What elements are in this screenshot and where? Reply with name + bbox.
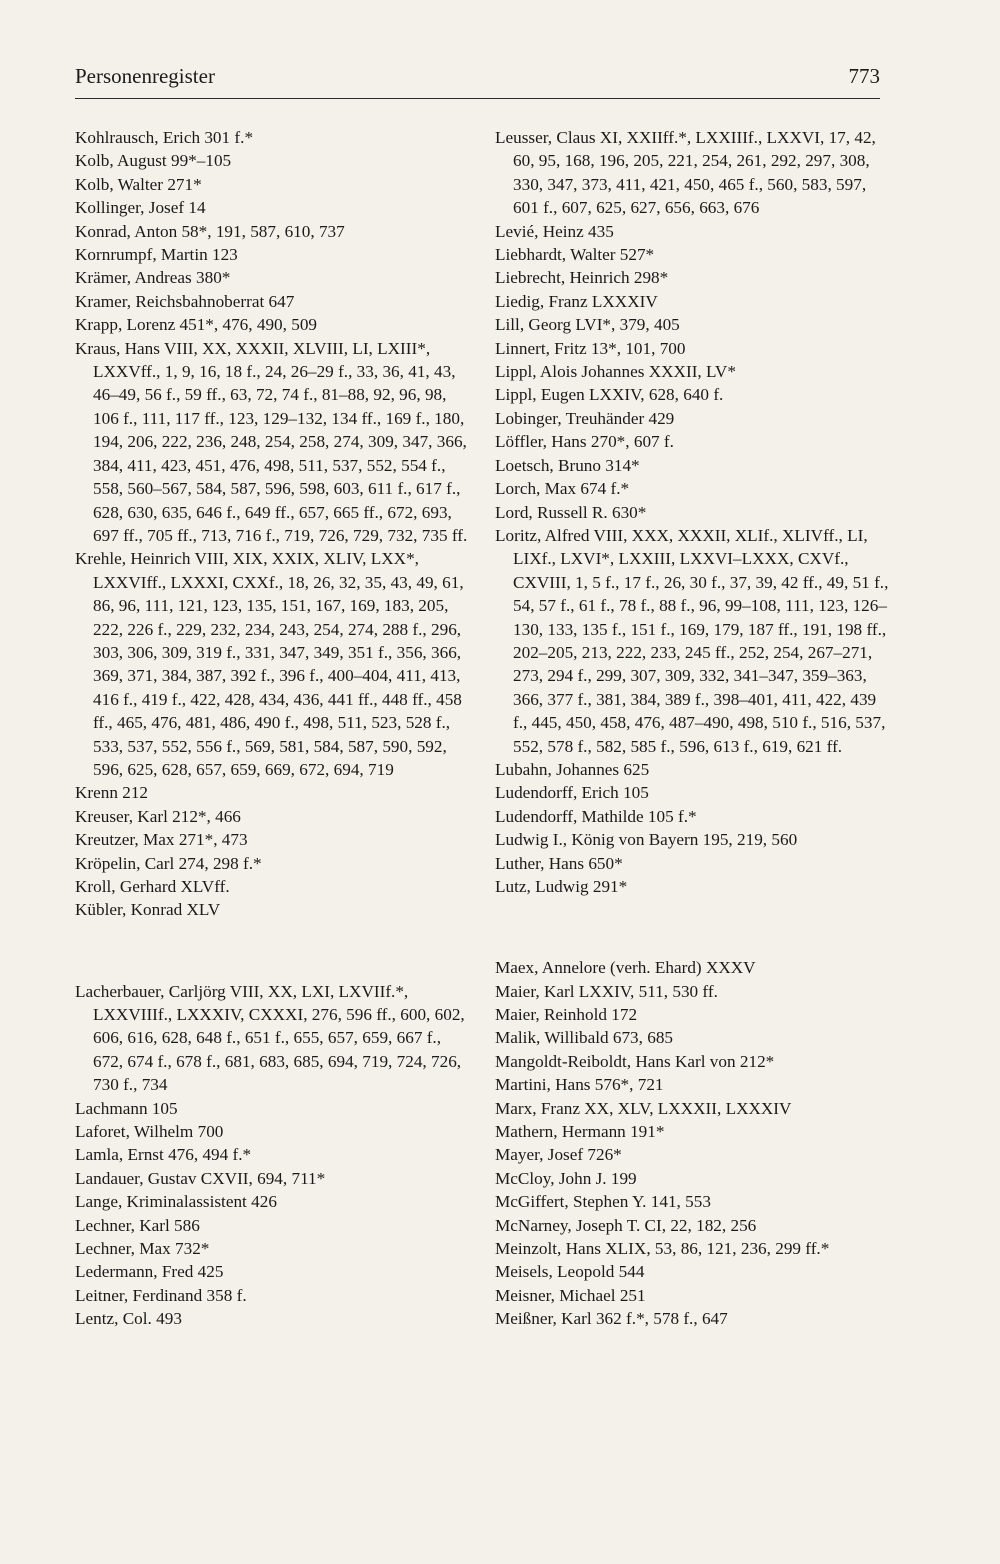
index-entry: McGiffert, Stephen Y. 141, 553 xyxy=(495,1192,711,1212)
index-entry: Lord, Russell R. 630* xyxy=(495,502,647,522)
index-entry: Maier, Karl LXXIV, 511, 530 ff. xyxy=(495,981,718,1001)
index-entry: Ludwig I., König von Bayern 195, 219, 560 xyxy=(495,830,798,850)
index-entry: Kreuser, Karl 212*, 466 xyxy=(75,806,241,826)
index-entry: Luther, Hans 650* xyxy=(495,853,623,873)
index-entry: Kramer, Reichsbahnoberrat 647 xyxy=(75,291,295,311)
index-entry: Kollinger, Josef 14 xyxy=(75,198,206,218)
index-entry: Liebhardt, Walter 527* xyxy=(495,245,655,265)
running-title: Personenregister xyxy=(75,64,215,88)
index-entry: Meisels, Leopold 544 xyxy=(495,1262,645,1282)
index-entry: Kreutzer, Max 271*, 473 xyxy=(75,830,248,850)
index-entry: Loritz, Alfred VIII, XXX, XXXII, XLIf., XLIVff., LI, LIXf., LXVI*, LXXIII, LXXVI–LXXX, CXVf., CXVIII, 1, 5 f., 17 f., 26, 30 f., 37, 39, 42 ff., 49, 51 f., 54, 57 f., 61 f., 78 f., 88 f., 96, 99–108, 111, 123, 126–130, 133, 135 f., 151 f., 169, 179, 187 ff., 191, 198 ff., 202–205, 213, 222, 233, 245 ff., 252, 254, 267–271, 273, 294 f., 299, 307, 309, 332, 341–347, 359–363, 366, 377 f., 381, 384, 389 f., 398–401, 411, 422, 439 f., 445, 450, 458, 476, 487–490, 498, 510 f., 516, 537, 552, 578 f., 582, 585 f., 596, 613 f., 619, 621 ff. xyxy=(495,525,889,756)
index-entry: Ledermann, Fred 425 xyxy=(75,1262,224,1282)
index-entry: Martini, Hans 576*, 721 xyxy=(495,1075,664,1095)
index-entry: Maex, Annelore (verh. Ehard) XXXV xyxy=(495,958,756,978)
page-number: 773 xyxy=(848,64,880,88)
index-column-left xyxy=(75,126,475,1331)
index-entry: Lacherbauer, Carljörg VIII, XX, LXI, LXVIIf.*, LXXVIIIf., LXXXIV, CXXXI, 276, 596 ff., 600, 602, 606, 616, 628, 648 f., 651 f., 655, 657, 659, 667 f., 672, 674 f., 678 f., 681, 683, 685, 694, 719, 724, 726, 730 f., 734 xyxy=(75,981,465,1095)
index-entry: Liedig, Franz LXXXIV xyxy=(495,291,658,311)
index-entry: Mayer, Josef 726* xyxy=(495,1145,622,1165)
index-entry: Krapp, Lorenz 451*, 476, 490, 509 xyxy=(75,315,318,335)
index-entry: Loetsch, Bruno 314* xyxy=(495,455,640,475)
index-entry: Kröpelin, Carl 274, 298 f.* xyxy=(75,853,262,873)
index-entry: Lamla, Ernst 476, 494 f.* xyxy=(75,1145,252,1165)
index-entry: Krämer, Andreas 380* xyxy=(75,268,231,288)
letter-section-gap xyxy=(495,916,890,939)
index-entry: Meinzolt, Hans XLIX, 53, 86, 121, 236, 299 ff.* xyxy=(495,1239,830,1259)
index-entry: Leitner, Ferdinand 358 f. xyxy=(75,1285,247,1305)
index-entry: Lippl, Eugen LXXIV, 628, 640 f. xyxy=(495,385,724,405)
index-entry: Lubahn, Johannes 625 xyxy=(495,759,650,779)
index-entry: McNarney, Joseph T. CI, 22, 182, 256 xyxy=(495,1215,757,1235)
index-entry: Mathern, Hermann 191* xyxy=(495,1122,665,1142)
index-entry: Landauer, Gustav CXVII, 694, 711* xyxy=(75,1168,326,1188)
letter-section-gap xyxy=(75,939,475,962)
index-entry: Kolb, August 99*–105 xyxy=(75,151,232,171)
index-entry: Meißner, Karl 362 f.*, 578 f., 647 xyxy=(495,1309,728,1329)
index-entry: Kolb, Walter 271* xyxy=(75,174,202,194)
index-entry: Meisner, Michael 251 xyxy=(495,1285,646,1305)
index-entry: Ludendorff, Erich 105 xyxy=(495,783,649,803)
index-entry: Malik, Willibald 673, 685 xyxy=(495,1028,674,1048)
index-entry: Löffler, Hans 270*, 607 f. xyxy=(495,432,674,452)
index-entry: McCloy, John J. 199 xyxy=(495,1168,637,1188)
index-entry: Liebrecht, Heinrich 298* xyxy=(495,268,669,288)
index-entry: Maier, Reinhold 172 xyxy=(495,1004,638,1024)
index-entry: Linnert, Fritz 13*, 101, 700 xyxy=(495,338,686,358)
index-entry: Marx, Franz XX, XLV, LXXXII, LXXXIV xyxy=(495,1098,792,1118)
index-entry: Lutz, Ludwig 291* xyxy=(495,877,628,896)
index-entry: Kornrumpf, Martin 123 xyxy=(75,245,238,265)
index-entry: Mangoldt-Reiboldt, Hans Karl von 212* xyxy=(495,1051,775,1071)
index-entry: Laforet, Wilhelm 700 xyxy=(75,1122,224,1142)
index-entry: Krehle, Heinrich VIII, XIX, XXIX, XLIV, LXX*, LXXVIff., LXXXI, CXXf., 18, 26, 32, 35, 43, 49, 61, 86, 96, 111, 121, 123, 135, 151, 167, 169, 183, 205, 222, 226 f., 229, 232, 234, 243, 254, 274, 288 f., 296, 303, 306, 309, 319 f., 331, 347, 349, 351 f., 356, 366, 369, 371, 384, 387, 392 f., 396 f., 400–404, 411, 413, 416 f., 419 f., 422, 428, 434, 436, 441 ff., 448 ff., 458 ff., 465, 476, 481, 486, 490 f., 498, 511, 523, 528 f., 533, 537, 552, 556 f., 569, 581, 584, 587, 590, 592, 596, 625, 628, 657, 659, 669, 672, 694, 719 xyxy=(75,549,464,779)
index-entry: Leusser, Claus XI, XXIIff.*, LXXIIIf., LXXVI, 17, 42, 60, 95, 168, 196, 205, 221, 254, 261, 292, 297, 308, 330, 347, 373, 411, 421, 450, 465 f., 560, 583, 597, 601 f., 607, 625, 627, 656, 663, 676 xyxy=(495,128,876,218)
index-entry: Lill, Georg LVI*, 379, 405 xyxy=(495,315,680,335)
running-header xyxy=(75,60,880,99)
index-column-right xyxy=(495,126,890,1331)
index-entry: Lachmann 105 xyxy=(75,1098,178,1118)
index-entry: Lechner, Karl 586 xyxy=(75,1215,200,1235)
index-entry: Lobinger, Treuhänder 429 xyxy=(495,408,675,428)
index-entry: Kohlrausch, Erich 301 f.* xyxy=(75,128,254,147)
index-entry: Konrad, Anton 58*, 191, 587, 610, 737 xyxy=(75,221,345,241)
index-entry: Kraus, Hans VIII, XX, XXXII, XLVIII, LI, LXIII*, LXXVff., 1, 9, 16, 18 f., 24, 26–29 f., 33, 36, 41, 43, 46–49, 56 f., 59 ff., 63, 72, 74 f., 81–88, 92, 96, 98, 106 f., 111, 117 ff., 123, 129–132, 134 ff., 169 f., 180, 194, 206, 222, 236, 248, 254, 258, 274, 309, 347, 366, 384, 411, 423, 451, 476, 498, 511, 537, 552, 554 f., 558, 560–567, 584, 587, 596, 598, 603, 611 f., 617 f., 628, 630, 635, 646 f., 649 ff., 657, 665 ff., 672, 693, 697 ff., 705 ff., 713, 716 f., 719, 726, 729, 732, 735 ff. xyxy=(75,338,468,545)
index-entry: Lechner, Max 732* xyxy=(75,1239,210,1259)
index-entry: Ludendorff, Mathilde 105 f.* xyxy=(495,806,697,826)
index-entry: Lippl, Alois Johannes XXXII, LV* xyxy=(495,362,736,382)
index-entry: Levié, Heinz 435 xyxy=(495,221,614,241)
index-entry: Kübler, Konrad XLV xyxy=(75,900,221,920)
index-entry: Lentz, Col. 493 xyxy=(75,1309,182,1329)
index-entry: Kroll, Gerhard XLVff. xyxy=(75,877,230,896)
index-entry: Krenn 212 xyxy=(75,783,149,803)
index-entry: Lorch, Max 674 f.* xyxy=(495,479,630,499)
index-entry: Lange, Kriminalassistent 426 xyxy=(75,1192,277,1212)
